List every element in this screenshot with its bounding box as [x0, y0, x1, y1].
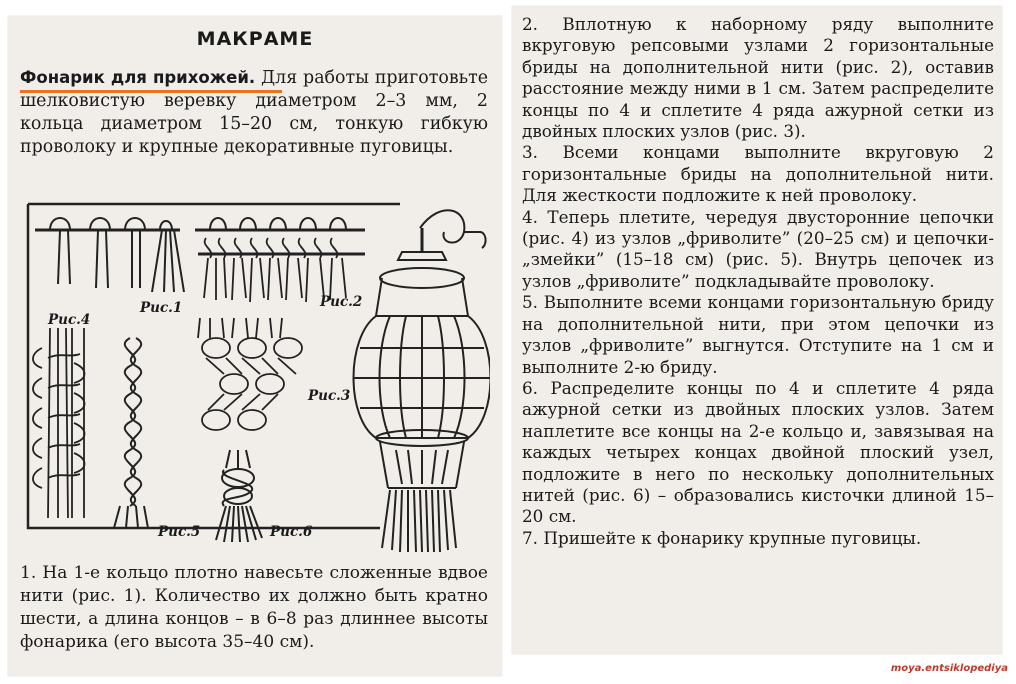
figure-label-4: Рис.4	[48, 312, 91, 328]
macrame-illustration	[20, 188, 490, 558]
intro-text: Для работы приготовьте шелковистую веревку диаметром 2–3 мм, 2 кольца диаметром 15–20 см, тонкую гибкую проволоку и крупные декоративные пуговицы.	[20, 68, 488, 157]
figure-label-3: Рис.3	[308, 388, 351, 404]
macrame-figure	[20, 188, 490, 558]
step-2: 2. Вплотную к наборному ряду выполните вкруговую репсовыми узлами 2 горизонтальные бриды на дополнительной нити (рис. 2), оставив расстояние между ними в 1 см. Затем распределите концы по 4 и сплетите 4 ряда ажурной сетки из двойных плоских узлов (рис. 3).	[522, 14, 994, 142]
figure-label-5: Рис.5	[158, 524, 201, 540]
watermark: moya.entsiklopediya	[890, 663, 1008, 674]
figure-label-6: Рис.6	[270, 524, 313, 540]
figure-label-1: Рис.1	[140, 300, 183, 316]
right-page	[512, 6, 1002, 654]
step-4: 4. Теперь плетите, чередуя двусторонние цепочки (рис. 4) из узлов „фриволите” (20–25 см) и цепочки-„змейки” (15–18 см) (рис. 5). Внутрь цепочек из узлов „фриволите” подкладывайте проволоку.	[522, 206, 994, 291]
figure-label-2: Рис.2	[320, 294, 363, 310]
intro-lead: Фонарик для прихожей.	[20, 68, 256, 87]
steps-list	[522, 14, 994, 549]
intro-paragraph	[20, 66, 488, 159]
step-7: 7. Пришейте к фонарику крупные пуговицы.	[522, 527, 922, 548]
step-6: 6. Распределите концы по 4 и сплетите 4 ряда ажурной сетки из двойных плоских узлов. Затем наплетите все концы на 2-е кольцо и, завязывая на каждых четырех концах двойной плоский узел, подложите в него по нескольку дополнительных нитей (рис. 6) – образовались кисточки длиной 15–20 см.	[522, 377, 994, 527]
page-title: МАКРАМЕ	[196, 28, 314, 50]
step-1: 1. На 1-е кольцо плотно навесьте сложенные вдвое нити (рис. 1). Количество их должно быть кратно шести, а длина концов – в 6–8 раз длиннее высоты фонарика (его высота 35–40 см).	[20, 563, 488, 652]
left-page	[8, 16, 502, 676]
step-5: 5. Выполните всеми концами горизонтальную бриду на дополнительной нити, при этом цепочки из узлов „фриволите” выгнутся. Отступите на 1 см и выполните 2-ю бриду.	[522, 292, 994, 377]
step-3: 3. Всеми концами выполните вкруговую 2 горизонтальные бриды на дополнительной нити. Для жесткости подложите к ней проволоку.	[522, 142, 994, 206]
